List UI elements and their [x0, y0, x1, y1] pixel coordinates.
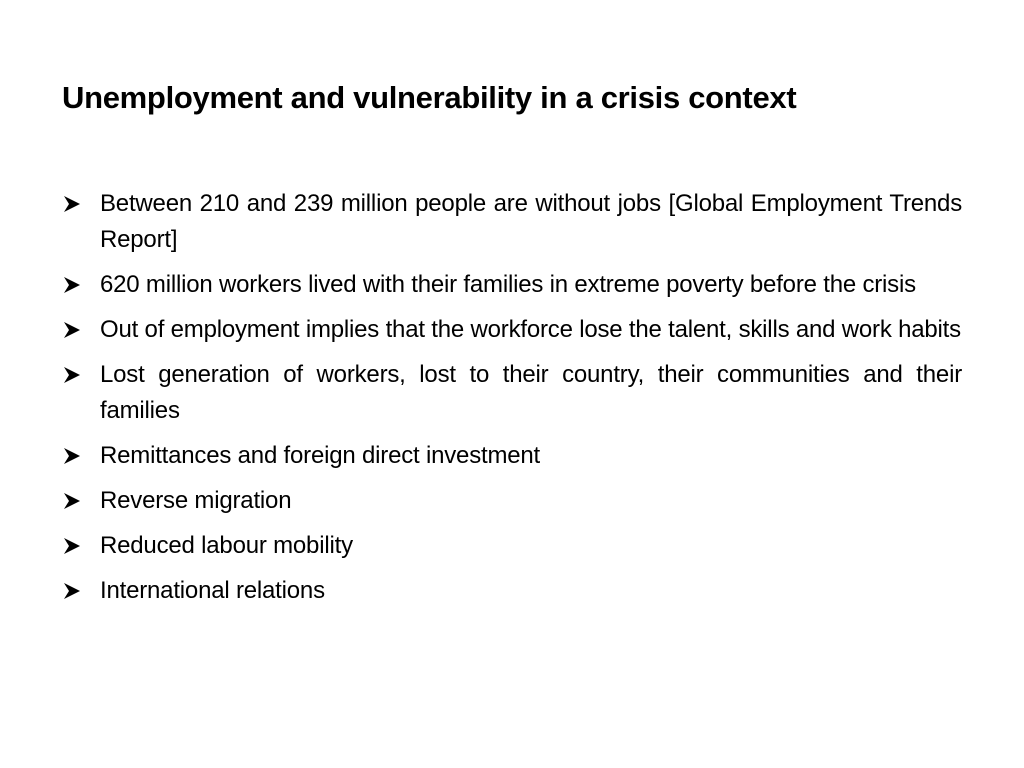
bullet-text: Between 210 and 239 million people are without jobs [Global Employment Trends Report] — [100, 190, 962, 253]
list-item — [62, 483, 962, 519]
slide-title: Unemployment and vulnerability in a crisis context — [62, 80, 797, 115]
bullet-text: Remittances and foreign direct investment — [100, 442, 541, 469]
bullet-text: Out of employment implies that the workforce lose the talent, skills and work habits — [100, 316, 961, 343]
bullet-text: 620 million workers lived with their families in extreme poverty before the crisis — [100, 271, 916, 298]
list-item — [62, 438, 962, 474]
list-item — [62, 312, 962, 348]
bullet-text: Lost generation of workers, lost to their country, their communities and their families — [100, 361, 962, 424]
arrowhead-bullet-icon — [62, 275, 82, 295]
arrowhead-bullet-icon — [62, 446, 82, 466]
bullet-text: Reverse migration — [100, 487, 292, 514]
arrowhead-bullet-icon — [62, 365, 82, 385]
list-item — [62, 573, 962, 609]
arrowhead-bullet-icon — [62, 320, 82, 340]
arrowhead-bullet-icon — [62, 581, 82, 601]
list-item — [62, 357, 962, 429]
list-item — [62, 186, 962, 258]
bullet-text: Reduced labour mobility — [100, 532, 353, 559]
list-item — [62, 267, 962, 303]
list-item — [62, 528, 962, 564]
arrowhead-bullet-icon — [62, 491, 82, 511]
bullet-text: International relations — [100, 577, 325, 604]
arrowhead-bullet-icon — [62, 536, 82, 556]
arrowhead-bullet-icon — [62, 194, 82, 214]
bullet-list — [62, 186, 962, 618]
